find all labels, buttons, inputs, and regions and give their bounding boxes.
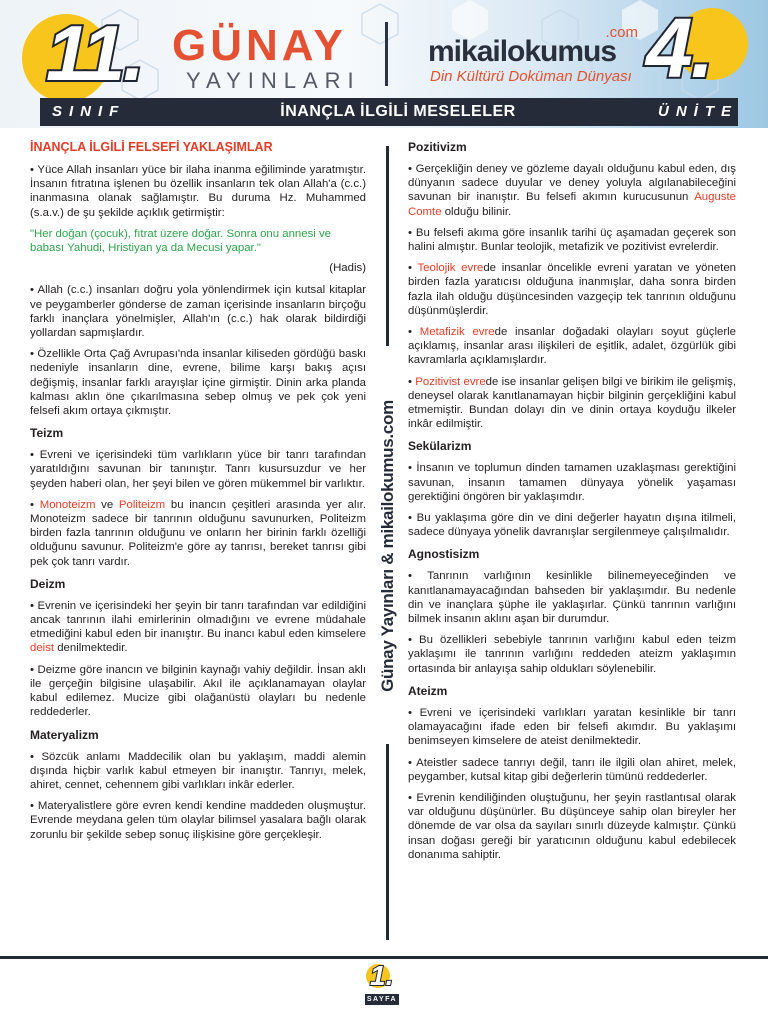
gunay-yayinlari-logo <box>172 21 372 94</box>
term-teolojik-evre: Teolojik evre <box>417 262 484 275</box>
grade-label: SINIF <box>52 103 126 120</box>
sekularizm-heading: Sekülarizm <box>408 439 472 454</box>
ateizm-paragraph-3: • Evrenin kendiliğinden oluştuğunu, her şeyin rastlantısal olarak var olduğunu düşünürler. Bu düşünceye sahip olan bireyler her dönemde de var olsa da sayıları sınırlı düzeyde kalmıştır. Çünkü insan doğası gereği bir yaratıcının olduğunu kabul edebilecek donanıma sahiptir. <box>408 791 736 861</box>
term-pozitivist-evre: Pozitivist evre <box>415 375 486 388</box>
header-divider <box>385 22 388 86</box>
partner-slogan: Din Kültürü Doküman Dünyası <box>430 68 632 85</box>
deizm-heading: Deizm <box>30 576 66 591</box>
teizm-paragraph-1: • Evreni ve içerisindeki tüm varlıkların yüce bir tanrı tarafından yaratıldığını savunan bir tanınıştır. Tanrı kusursuzdur ve her şeyden haberi olan, her şeyi bilen ve gören mükemmel bir varlıktır. <box>30 449 366 490</box>
teizm-paragraph-2 <box>30 498 366 569</box>
column-divider-top <box>386 146 389 346</box>
mikailokumus-logo <box>428 24 638 86</box>
term-monoteizm: Monoteizm <box>39 498 96 511</box>
page-number: 1. <box>370 960 394 991</box>
metafizik-paragraph <box>408 325 736 368</box>
term-politeizm: Politeizm <box>118 498 166 511</box>
text-rest: bu inancın çeşitleri arasında yer alır. Monoteizm sadece bir tanrının olduğunu savunurken, Politeizm birden fazla tanrının olduğunu ve onların her birinin farklı özelliği olduğunu savunur. Politeizm'e göre ay tanrısı, bereket tanrısı gibi pek çok tanrı vardır. <box>30 498 366 568</box>
teizm-heading: Teizm <box>30 426 64 441</box>
hadith-quote: "Her doğan (çocuk), fıtrat üzere doğar. Sonra onu annesi ve babası Yahudi, Hristiyan ya da Mecusi yapar." <box>30 227 332 255</box>
agnostisizm-heading: Agnostisizm <box>408 547 480 562</box>
agnostisizm-paragraph-1: • Tanrının varlığının kesinlikle bilinemeyeceğinden ve kanıtlanamayacağından bahseden bir yaklaşımdır. Bu nedenle din ve inançlara şüphe ile yaklaşırlar. Çünkü tanrının varlığını bilmek insanın aklını aşan bir durumdur. <box>408 570 736 626</box>
sekularizm-paragraph-2: • Bu yaklaşıma göre din ve dini değerler hayatın dışına itilmeli, sadece dünyaya yönelik davranışlar sergilenmeye çalışılmalıdır. <box>408 512 736 539</box>
bullet: • <box>408 326 420 339</box>
bullet: • <box>408 375 416 388</box>
deizm-paragraph-2: • Deizme göre inancın ve bilginin kaynağı vahiy değildir. İnsan aklı ile gerçeğin bilgisine ulaşabilir. Akıl ile açıklanamayan olaylar kabul edilemez. Mucize gibi olağanüstü olayları bu nedenle reddederler. <box>30 663 366 719</box>
text-rest: de insanlar öncelikle evreni yaratan ve yöneten birden fazla yaratıcısı olduğuna inanmışlar, daha sonra birden fazla ilah olduğu düşüncesinden vazgeçip tek tanrının olduğunu düşünmüşlerdir. <box>408 262 737 317</box>
section-title: İNANÇLA İLGİLİ FELSEFİ YAKLAŞIMLAR <box>30 140 273 154</box>
pozitivizm-heading: Pozitivizm <box>408 140 467 154</box>
unit-title: İNANÇLA İLGİLİ MESELELER <box>280 103 516 120</box>
materyalizm-paragraph-2: • Materyalistlere göre evren kendi kendine maddeden oluşmuştur. Evrende meydana gelen tüm olaylar bilimsel yasalara bağlı olarak zorunlu bir şekilde sebep sonuç ilişkisine göre gerçekleşir. <box>30 800 366 841</box>
page-label: SAYFA <box>366 996 398 1003</box>
column-divider-bottom <box>386 744 389 940</box>
text-pre: • Gerçekliğin deney ve gözleme dayalı olduğunu kabul eden, dış dünyanın sadece duyular ve deney yoluyla algılanabileceğini savunan bir inanıştır. Bu felsefi akımın kurucusunun <box>408 163 736 204</box>
ateizm-paragraph-1: • Evreni ve içerisindeki varlıkları yaratan kesinlikle bir tanrı olamayacağını ifade eden bir felsefi akımdır. Bu yaklaşımı benimseyen kimselere de ateist denilmektedir. <box>408 706 736 748</box>
bullet: • <box>408 262 418 275</box>
vertical-credit <box>369 356 407 736</box>
materyalizm-heading: Materyalizm <box>30 727 99 742</box>
partner-tld: .com <box>605 24 638 41</box>
pozitivizm-paragraph-2: • Bu felsefi akıma göre insanlık tarihi üç aşamadan geçerek son halini almıştır. Bunlar teolojik, metafizik ve pozitivist evrelerdir. <box>408 226 736 254</box>
right-column <box>408 140 736 869</box>
allah-paragraph: • Allah (c.c.) insanları doğru yola yönlendirmek için kutsal kitaplar ve peygamberler gönderse de zaman içerisinde insanların birçoğu farklı inançlara yönelmişler, Allah'ın (c.c.) hak olarak bildirdiği yollardan sapmışlardır. <box>30 284 366 340</box>
vertical-credit-text: Günay Yayınları & mikailokumus.com <box>378 400 397 692</box>
ateizm-heading: Ateizm <box>408 683 448 698</box>
title-band <box>0 98 768 126</box>
agnostisizm-paragraph-2: • Bu özellikleri sebebiyle tanrının varlığını kabul eden teizm yaklaşımı ile tanrının varlığını reddeden ateizm yaklaşımın ortasında bir anlayışa sahip oldukları söylenebilir. <box>408 634 736 675</box>
bullet: • <box>30 498 40 511</box>
partner-name: mikailokumus <box>428 35 617 68</box>
pozitivist-paragraph <box>408 375 736 432</box>
deizm-paragraph-1 <box>30 599 366 656</box>
middle-ages-paragraph: • Özellikle Orta Çağ Avrupası'nda insanlar kiliseden gördüğü baskı nedeniyle insanların dine, evrene, bilime karşı bakış açısı değişmiş, insanlar farklı arayışlar içine girmiştir. Dinin arka planda kalması aklın öne çıkarılmasına sebep olmuş ve pek çok yeni felsefi akım ortaya çıkmıştır. <box>30 348 366 418</box>
unit-number: 4. <box>646 1 713 95</box>
intro-paragraph: • Yüce Allah insanları yüce bir ilaha inanma eğiliminde yaratmıştır. İnsanın fıtratına işlenen bu özellik insanların tek olan Allah'a (c.c.) inanmasına olanak sağlamıştır. Bu duruma Hz. Muhammed (s.a.v.) de şu şekilde açıklık getirmiştir: <box>30 164 366 219</box>
text-pre: • Evrenin ve içerisindeki her şeyin bir tanrı tarafından var edildiğini ancak tanrının ilahi emirlerinin olmadığını ve evrene müdahale etmediğini kabul eden bir inanıştır. Bu inancı kabul eden kimselere <box>30 599 366 641</box>
publisher-name: GÜNAY <box>172 21 347 70</box>
text-and: ve <box>95 498 119 511</box>
unit-label: ÜNİTE <box>658 103 738 120</box>
grade-number: 11. <box>46 9 143 97</box>
materyalizm-paragraph-1: • Sözcük anlamı Maddecilik olan bu yaklaşım, maddi alemin dışında hiçbir varlık kabul etmeyen bir inanıştır. Tanrıyı, melek, ahiret, cennet, cehennem gibi varlıkları inkâr ederler. <box>30 750 366 791</box>
text-post: denilmektedir. <box>54 642 128 655</box>
pozitivizm-paragraph-1 <box>408 162 736 219</box>
text-rest: de insanlar doğadaki olayları soyut güçlerle açıklamış, insanlar arası ilişkileri de eşitlik, adalet, özgürlük gibi kavramlarla açıklamışlardır. <box>408 326 737 367</box>
quote-source: (Hadis) <box>329 262 366 275</box>
term-deist: deist <box>30 642 55 655</box>
footer-rule <box>0 956 768 959</box>
term-auguste-comte: Auguste Comte <box>408 191 736 218</box>
text-rest: de ise insanlar gelişen bilgi ve birikim ile gelişmiş, deneysel olarak kanıtlanamayan hiçbir bilginin gerçekliğini kabul etmemiştir. Bundan dolayı din ve dinin ortaya koyduğu ilkeler inkâr edilmiştir. <box>408 375 737 431</box>
ateizm-paragraph-2: • Ateistler sadece tanrıyı değil, tanrı ile ilgili olan ahiret, melek, peygamber, kutsal kitap gibi değerlerin tümünü reddederler. <box>408 756 736 783</box>
publisher-subtitle: YAYINLARI <box>186 68 361 93</box>
text-post: olduğu bilinir. <box>441 205 512 218</box>
teolojik-paragraph <box>408 261 736 318</box>
page-header <box>0 0 768 128</box>
term-metafizik-evre: Metafizik evre <box>419 326 495 339</box>
left-column <box>30 140 366 849</box>
sekularizm-paragraph-1: • İnsanın ve toplumun dinden tamamen uzaklaşması gerektiğini savunan, insanın tamamen dünyaya yönelik yaşaması gerektiğini öngören bir yaklaşımdır. <box>408 462 736 503</box>
